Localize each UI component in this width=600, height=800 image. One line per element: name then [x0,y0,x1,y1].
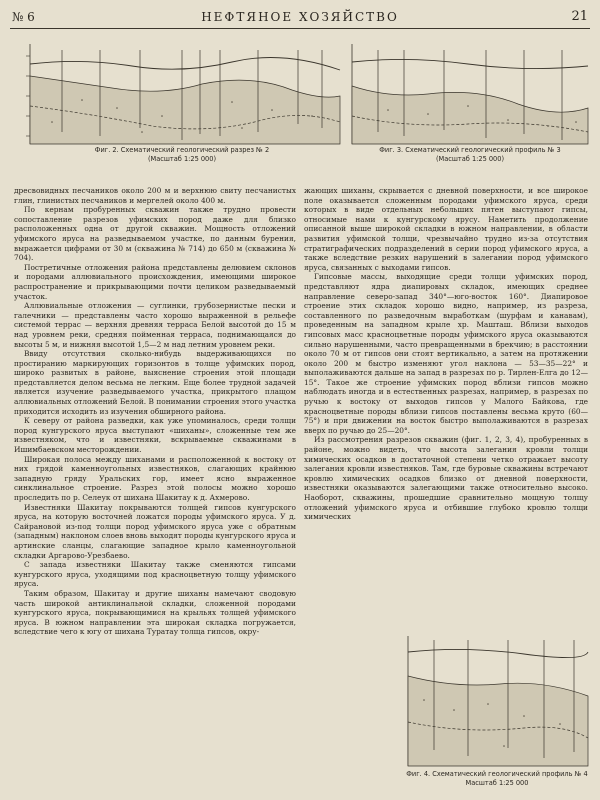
paragraph: Известняки Шакитау покрываются толщей гипсов кунгурского яруса, на которую восточней ложатся породы уфимского яруса. У д. Сайрановой из-под толщи пород уфимского яруса уже с обратным (западным) наклоном слоев вновь выходят породы кунгурского яруса и артинские сланцы, слагающие западное крыло каменноугольной складки Аргарово-Урезбаево. [14,502,296,560]
issue-number: № 6 [12,10,35,24]
paragraph: Гипсовые массы, выходящие среди толщи уфимских пород, представляют ядра диапировых складок, имеющих среднее направление северо-запад 340°—юго-восток 160°. Диапировое строение этих складок хорошо видно, например, из разреза, составленного по разведочным выработкам (шурфам и канавам), проведенным на западном крыле хр. Машташ. Вблизи выходов гипсовых масс красноцветные породы уфимского яруса оказываются сильно нарушенными, часто превращенными в брекчию; в расстоянии около 70 м от гипсов они стоят вертикально, а затем на протяжении около 200 м быстро изменяют угол наклона — 53—35—22° и выполаживаются дальше на запад в разрезах по р. Тирлен-Елга до 12—15°. Такое же строение уфимских пород вблизи гипсов можно наблюдать иногда и в естественных разрезах, например, в разрезах по ручью к востоку от выходов гипсов у Малого Байкова, где красноцветные породы вблизи гипсов поставлены весьма круто (60—75°) и при движении на восток быстро выполаживаются в разрезах вверх по ручью до 25—20°. [304,272,588,435]
figure-4 [404,630,590,788]
journal-title: НЕФТЯНОЕ ХОЗЯЙСТВО [201,10,399,24]
figure-2-scale: (Масштаб 1:25 000) [147,155,217,163]
paragraph: жающих шиханы, скрывается с дневной поверхности, и все широкое поле оказывается сложенным породами уфимского яруса, среди которых в виде отдельных небольших пятен выступают гипсы, относимые нами к кунгурскому ярусу. Наметить продолжение описанной выше широкой складки в южном направлении, в области развития уфимской толщи, чрезвычайно трудно из-за отсутствия стратиграфических подразделений в серии пород уфимского яруса, а также вследствие резких нарушений в залегании пород уфимского яруса, связанных с выходами гипсов. [304,186,588,272]
running-header [10,6,590,29]
geologic-section-2-drawing [22,36,342,146]
geologic-profile-4-drawing [404,630,590,770]
page-number: 21 [571,9,588,24]
paragraph: Широкая полоса между шиханами и расположенной к востоку от них грядой каменноугольных известняков, слагающих крайнюю западную гряду Уральских гор, имеет ясно выраженное синклинальное строение. Разрез этой полосы можно хорошо проследить по р. Селеук от шихана Шакитау к д. Ахмерово. [14,454,296,502]
geologic-profile-3-drawing [348,36,592,146]
left-text-column [14,186,296,796]
figure-3 [348,36,592,164]
figure-4-scale: Масштаб 1:25 000 [465,779,529,787]
paragraph: Ввиду отсутствия сколько-нибудь выдерживающихся по простиранию маркирующих горизонтов в толще уфимских пород, широко развитых в районе, выяснение строения этой площади представляется делом весьма не легким. Еще более трудной задачей является изучение разведываемого участка, прикрытого плащом аллювиальных отложений Белой. В понимании строения этого участка приходится исходить из изучения обширного района. [14,349,296,416]
figure-4-title: Фиг. 4. Схематический геологический профиль № 4 [406,770,588,778]
paragraph: Таким образом, Шакитау и другие шиханы намечают сводовую часть широкой антиклинальной складки, сложенной породами кунгурского яруса, покрывающимися на крыльях толщей уфимского яруса. В южном направлении эта широкая складка погружается, вследствие чего к югу от шихана Туратау толща гипсов, окру- [14,588,296,637]
right-text-column [304,186,588,622]
figure-3-title: Фиг. 3. Схематический геологический профиль № 3 [379,146,561,154]
figure-2-title: Фиг. 2. Схематический геологический разрез № 2 [94,146,270,154]
paragraph: С запада известняки Шакитау также сменяются гипсами кунгурского яруса, уходящими под красноцветную толщу уфимского яруса. [14,560,296,589]
paragraph: К северу от района разведки, как уже упоминалось, среди толщи пород кунгурского яруса выступают «шиханы», сложенные тем же известняком, что и известняки, вскрываемые скважинами в Ишимбаевском месторождении. [14,416,296,455]
paragraph: По кернам пробуренных скважин также трудно провести сопоставление разрезов уфимских пород даже для близко расположенных одна от другой скважин. Мощность отложений уфимского яруса на разведываемом участке, по данным бурения, выражается цифрами от 30 м (скважина № 714) до 650 м (скважина № 704). [14,205,296,263]
paragraph: Из рассмотрения разрезов скважин (фиг. 1, 2, 3, 4), пробуренных в районе, можно видеть, что высота залегания кровли толщи химических осадков в достаточной степени четко отражает высоту залегания кровли известняков. Там, где буровые скважины встречают кровлю химических осадков близко от дневной поверхности, известняки оказываются залегающими также относительно высоко. Наоборот, скважины, прошедшие сравнительно мощную толщу отложений уфимского яруса и отбившие глубоко кровлю толщи химических [304,435,588,522]
figure-3-scale: (Масштаб 1:25 000) [435,155,505,163]
paragraph: Аллювиальные отложения — суглинки, грубозернистые пески и галечники — представлены часто хорошо выраженной в рельефе системой террас — верхняя древняя терраса Белой высотой до 15 м над уровнем реки, средняя пойменная терраса, поднимающаяся до высоты 5 м, и нижняя высотой 1,5—2 м над летним уровнем реки. [14,301,296,349]
figure-2 [22,36,342,164]
paragraph: дресвовидных песчаников около 200 м и верхнюю свиту песчанистых глин, глинистых песчаников и мергелей около 400 м. [14,186,296,205]
paragraph: Постретичные отложения района представлены делювием склонов и породами аллювиального происхождения, имеющими широкое распространение и прикрывающими почти целиком разведываемый участок. [14,262,296,301]
